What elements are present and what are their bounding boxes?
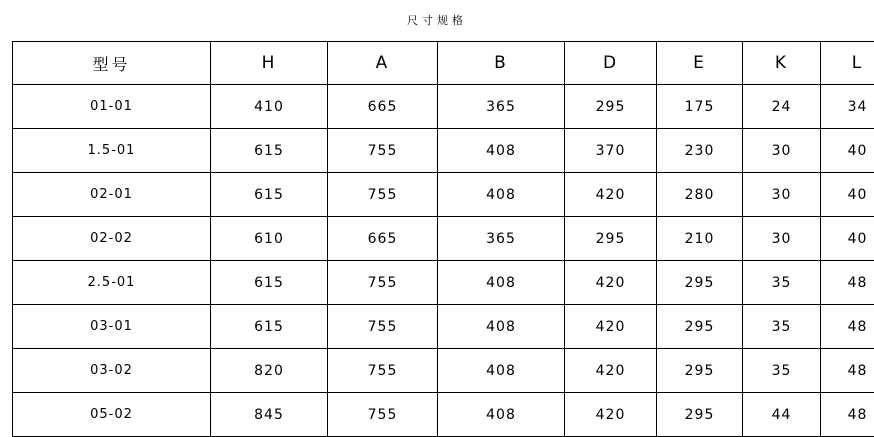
table-row <box>13 85 874 129</box>
cell-a: 755 <box>328 393 438 437</box>
column-header-d: D <box>565 42 657 85</box>
cell-model: 2.5-01 <box>13 261 211 305</box>
cell-k: 30 <box>743 173 821 217</box>
cell-e: 295 <box>657 261 743 305</box>
table-row <box>13 393 874 437</box>
cell-d: 420 <box>565 261 657 305</box>
cell-e: 295 <box>657 349 743 393</box>
cell-l: 48 <box>821 261 874 305</box>
cell-d: 295 <box>565 217 657 261</box>
cell-b: 408 <box>438 305 565 349</box>
cell-l: 40 <box>821 217 874 261</box>
column-header-h: H <box>211 42 328 85</box>
cell-model: 02-01 <box>13 173 211 217</box>
cell-l: 48 <box>821 393 874 437</box>
page-title: 尺寸规格 <box>0 12 874 28</box>
cell-l: 48 <box>821 305 874 349</box>
spec-table-container <box>12 41 854 437</box>
cell-d: 420 <box>565 173 657 217</box>
cell-h: 610 <box>211 217 328 261</box>
cell-d: 295 <box>565 85 657 129</box>
cell-d: 420 <box>565 393 657 437</box>
column-header-l: L <box>821 42 874 85</box>
cell-b: 408 <box>438 129 565 173</box>
cell-a: 665 <box>328 85 438 129</box>
cell-model: 05-02 <box>13 393 211 437</box>
table-row <box>13 173 874 217</box>
cell-e: 175 <box>657 85 743 129</box>
column-header-b: B <box>438 42 565 85</box>
cell-k: 35 <box>743 349 821 393</box>
cell-a: 755 <box>328 261 438 305</box>
cell-k: 30 <box>743 129 821 173</box>
cell-l: 40 <box>821 129 874 173</box>
cell-k: 44 <box>743 393 821 437</box>
dimension-spec-table <box>12 41 874 437</box>
cell-k: 24 <box>743 85 821 129</box>
cell-d: 370 <box>565 129 657 173</box>
cell-l: 34 <box>821 85 874 129</box>
cell-l: 40 <box>821 173 874 217</box>
cell-h: 615 <box>211 129 328 173</box>
cell-k: 35 <box>743 305 821 349</box>
cell-d: 420 <box>565 349 657 393</box>
column-header-a: A <box>328 42 438 85</box>
cell-h: 615 <box>211 261 328 305</box>
cell-b: 408 <box>438 173 565 217</box>
column-header-model: 型号 <box>13 42 211 85</box>
cell-e: 295 <box>657 393 743 437</box>
cell-a: 755 <box>328 129 438 173</box>
cell-a: 755 <box>328 173 438 217</box>
column-header-e: E <box>657 42 743 85</box>
cell-model: 03-02 <box>13 349 211 393</box>
cell-e: 280 <box>657 173 743 217</box>
cell-a: 755 <box>328 349 438 393</box>
cell-model: 03-01 <box>13 305 211 349</box>
cell-h: 845 <box>211 393 328 437</box>
cell-b: 365 <box>438 217 565 261</box>
table-row <box>13 129 874 173</box>
cell-d: 420 <box>565 305 657 349</box>
table-header-row <box>13 42 874 85</box>
table-row <box>13 217 874 261</box>
cell-l: 48 <box>821 349 874 393</box>
cell-k: 35 <box>743 261 821 305</box>
table-row <box>13 349 874 393</box>
cell-a: 755 <box>328 305 438 349</box>
cell-h: 615 <box>211 305 328 349</box>
cell-e: 230 <box>657 129 743 173</box>
cell-h: 410 <box>211 85 328 129</box>
cell-b: 408 <box>438 349 565 393</box>
cell-b: 365 <box>438 85 565 129</box>
cell-e: 295 <box>657 305 743 349</box>
cell-model: 1.5-01 <box>13 129 211 173</box>
cell-a: 665 <box>328 217 438 261</box>
cell-e: 210 <box>657 217 743 261</box>
cell-h: 615 <box>211 173 328 217</box>
cell-model: 02-02 <box>13 217 211 261</box>
column-header-k: K <box>743 42 821 85</box>
table-row <box>13 261 874 305</box>
cell-model: 01-01 <box>13 85 211 129</box>
table-row <box>13 305 874 349</box>
cell-b: 408 <box>438 261 565 305</box>
cell-h: 820 <box>211 349 328 393</box>
cell-b: 408 <box>438 393 565 437</box>
cell-k: 30 <box>743 217 821 261</box>
